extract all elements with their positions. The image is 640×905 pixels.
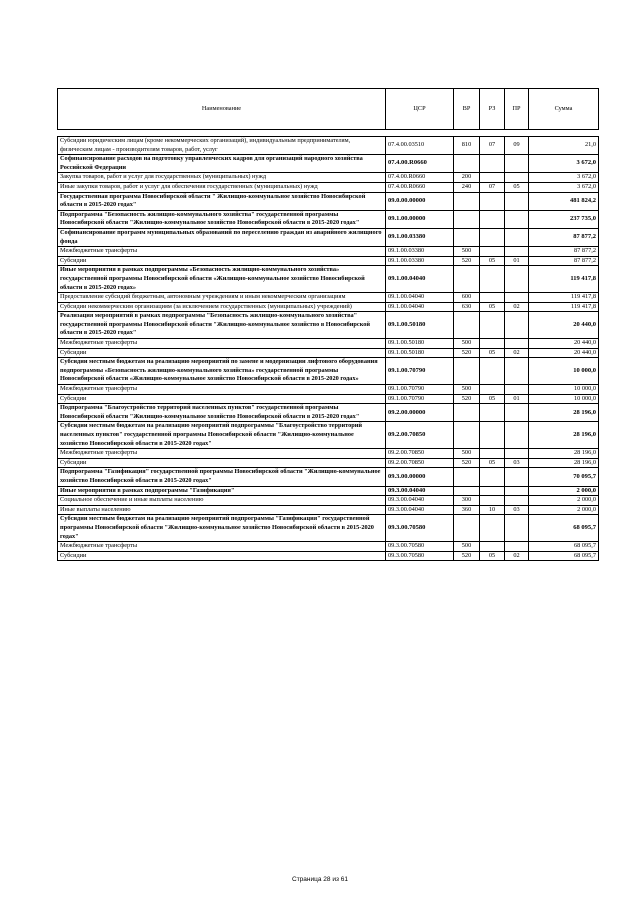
- cell-csr: 09.2.00.70850: [386, 449, 454, 459]
- cell-sum: 20 440,0: [529, 339, 599, 349]
- cell-sum: 28 196,0: [529, 458, 599, 468]
- cell-vr: 810: [454, 137, 480, 155]
- table-row: [58, 394, 599, 404]
- table-row: [58, 385, 599, 395]
- cell-pr: 03: [505, 505, 529, 515]
- table-row: [58, 486, 599, 496]
- cell-vr: [454, 266, 480, 293]
- cell-rz: 05: [480, 256, 505, 266]
- cell-pr: [505, 542, 529, 552]
- cell-sum: 119 417,8: [529, 302, 599, 312]
- cell-csr: 09.1.00.04040: [386, 293, 454, 303]
- cell-csr: 09.3.00.70580: [386, 542, 454, 552]
- cell-sum: 3 672,0: [529, 173, 599, 183]
- table-row: [58, 422, 599, 449]
- header-sum: Сумма: [529, 89, 599, 130]
- table-header-row: [58, 89, 599, 130]
- cell-vr: [454, 228, 480, 246]
- table-row: [58, 449, 599, 459]
- cell-vr: 520: [454, 348, 480, 358]
- cell-csr: 09.1.00.03380: [386, 247, 454, 257]
- cell-name: Субсидии: [58, 256, 386, 266]
- cell-name: Межбюджетные трансферты: [58, 542, 386, 552]
- cell-sum: 28 196,0: [529, 422, 599, 449]
- table-row: [58, 137, 599, 155]
- cell-rz: 05: [480, 551, 505, 561]
- cell-rz: [480, 422, 505, 449]
- cell-pr: [505, 486, 529, 496]
- cell-pr: [505, 404, 529, 422]
- cell-csr: 09.3.00.04040: [386, 505, 454, 515]
- cell-vr: [454, 404, 480, 422]
- cell-vr: 500: [454, 247, 480, 257]
- table-row: [58, 496, 599, 506]
- cell-name: Реализация мероприятий в рамках подпрограммы "Безопасность жилищно-коммунального хозяйства" государственной программы Новосибирской области "Жилищно-коммунальное хозяйство в Новосибирской области в 2015-2020 годах": [58, 312, 386, 339]
- table-row: [58, 358, 599, 385]
- header-rz: РЗ: [480, 89, 505, 130]
- cell-vr: 600: [454, 293, 480, 303]
- cell-name: Субсидии: [58, 551, 386, 561]
- cell-name: Государственная программа Новосибирской области " Жилищно-коммунальное хозяйство Новосибирской области в 2015-2020 годах": [58, 192, 386, 210]
- cell-csr: 09.1.00.04040: [386, 266, 454, 293]
- cell-rz: [480, 228, 505, 246]
- cell-rz: [480, 155, 505, 173]
- cell-rz: [480, 192, 505, 210]
- cell-vr: 500: [454, 449, 480, 459]
- cell-rz: [480, 385, 505, 395]
- cell-name: Софинансирование расходов на подготовку управленческих кадров для организаций народного хозяйства Российской Федерации: [58, 155, 386, 173]
- cell-sum: 87 877,2: [529, 247, 599, 257]
- cell-rz: [480, 210, 505, 228]
- cell-name: Субсидии: [58, 394, 386, 404]
- cell-pr: [505, 449, 529, 459]
- cell-name: Межбюджетные трансферты: [58, 449, 386, 459]
- table-row: [58, 293, 599, 303]
- header-vr: ВР: [454, 89, 480, 130]
- cell-name: Иные мероприятия в рамках подпрограммы «Безопасность жилищно-коммунального хозяйства» государственной программы Новосибирской области «Жилищно-коммунальное хозяйство Новосибирской области в 2015-2020 годах»: [58, 266, 386, 293]
- cell-vr: [454, 192, 480, 210]
- cell-csr: 07.4.00.R0660: [386, 182, 454, 192]
- cell-name: Социальное обеспечение и иные выплаты населению: [58, 496, 386, 506]
- cell-rz: 07: [480, 137, 505, 155]
- table-row: [58, 192, 599, 210]
- cell-csr: 09.1.00.50180: [386, 339, 454, 349]
- cell-pr: [505, 496, 529, 506]
- cell-sum: 87 877,2: [529, 228, 599, 246]
- cell-name: Иные мероприятия в рамках подпрограммы "Газификация": [58, 486, 386, 496]
- cell-vr: 300: [454, 496, 480, 506]
- header-name: Наименование: [58, 89, 386, 130]
- cell-csr: 09.1.00.03380: [386, 256, 454, 266]
- cell-vr: 500: [454, 339, 480, 349]
- cell-csr: 09.1.00.50180: [386, 312, 454, 339]
- cell-rz: [480, 468, 505, 486]
- table-row: [58, 468, 599, 486]
- cell-rz: [480, 542, 505, 552]
- cell-csr: 09.3.00.00000: [386, 468, 454, 486]
- cell-rz: [480, 266, 505, 293]
- cell-rz: 05: [480, 394, 505, 404]
- cell-pr: 02: [505, 302, 529, 312]
- cell-name: Субсидии некоммерческим организациям (за исключением государственных (муниципальных) учреждений): [58, 302, 386, 312]
- table-row: [58, 542, 599, 552]
- cell-pr: [505, 339, 529, 349]
- cell-rz: 07: [480, 182, 505, 192]
- table-row: [58, 266, 599, 293]
- cell-vr: [454, 155, 480, 173]
- cell-rz: [480, 404, 505, 422]
- cell-pr: [505, 515, 529, 542]
- cell-vr: 500: [454, 542, 480, 552]
- cell-rz: [480, 293, 505, 303]
- cell-sum: 10 000,0: [529, 385, 599, 395]
- cell-vr: 520: [454, 458, 480, 468]
- cell-csr: 09.1.00.04040: [386, 302, 454, 312]
- cell-sum: 28 196,0: [529, 449, 599, 459]
- cell-pr: [505, 247, 529, 257]
- cell-csr: 09.2.00.70850: [386, 422, 454, 449]
- cell-csr: 09.1.00.00000: [386, 210, 454, 228]
- cell-sum: 20 440,0: [529, 348, 599, 358]
- table-row: [58, 404, 599, 422]
- cell-name: Субсидии местным бюджетам на реализацию мероприятий по замене и модернизации лифтового оборудования подпрограммы «Безопасность жилищно-коммунального хозяйства» государственной программы Новосибирской области «Жилищно-коммунальное хозяйство Новосибирской области в 2015-2020 годах»: [58, 358, 386, 385]
- cell-sum: 481 824,2: [529, 192, 599, 210]
- cell-vr: 520: [454, 256, 480, 266]
- cell-pr: 01: [505, 256, 529, 266]
- cell-pr: [505, 192, 529, 210]
- cell-sum: 2 000,0: [529, 486, 599, 496]
- budget-table: [57, 88, 599, 561]
- table-row: [58, 551, 599, 561]
- cell-sum: 237 735,0: [529, 210, 599, 228]
- cell-vr: 520: [454, 551, 480, 561]
- cell-pr: 09: [505, 137, 529, 155]
- cell-csr: 09.3.00.04040: [386, 486, 454, 496]
- cell-rz: [480, 358, 505, 385]
- cell-pr: [505, 266, 529, 293]
- cell-sum: 28 196,0: [529, 404, 599, 422]
- table-row: [58, 312, 599, 339]
- cell-sum: 68 095,7: [529, 551, 599, 561]
- cell-csr: 09.3.00.70580: [386, 515, 454, 542]
- cell-sum: 2 000,0: [529, 496, 599, 506]
- cell-rz: 05: [480, 458, 505, 468]
- cell-pr: 02: [505, 348, 529, 358]
- cell-sum: 21,0: [529, 137, 599, 155]
- cell-pr: [505, 422, 529, 449]
- cell-csr: 09.1.00.50180: [386, 348, 454, 358]
- table-row: [58, 505, 599, 515]
- cell-csr: 09.1.00.70790: [386, 358, 454, 385]
- cell-sum: 2 000,0: [529, 505, 599, 515]
- cell-name: Субсидии: [58, 348, 386, 358]
- cell-pr: [505, 173, 529, 183]
- cell-rz: [480, 339, 505, 349]
- cell-sum: 10 000,0: [529, 358, 599, 385]
- cell-vr: 630: [454, 302, 480, 312]
- cell-pr: [505, 468, 529, 486]
- cell-vr: [454, 210, 480, 228]
- cell-rz: [480, 449, 505, 459]
- cell-rz: [480, 486, 505, 496]
- table-row: [58, 339, 599, 349]
- cell-pr: [505, 358, 529, 385]
- cell-pr: 03: [505, 458, 529, 468]
- cell-sum: 70 095,7: [529, 468, 599, 486]
- cell-pr: [505, 293, 529, 303]
- cell-csr: 07.4.00.03510: [386, 137, 454, 155]
- table-body: [58, 137, 599, 561]
- cell-name: Субсидии местным бюджетам на реализацию мероприятий подпрограммы "Газификация" государственной программы Новосибирской области "Жилищно-коммунальное хозяйство Новосибирской области в 2015-2020 годах": [58, 515, 386, 542]
- cell-pr: [505, 228, 529, 246]
- cell-pr: 01: [505, 394, 529, 404]
- cell-csr: 09.1.00.03380: [386, 228, 454, 246]
- page-number: Страница 28 из 61: [292, 876, 348, 883]
- cell-name: Межбюджетные трансферты: [58, 385, 386, 395]
- cell-pr: 05: [505, 182, 529, 192]
- cell-rz: [480, 173, 505, 183]
- cell-name: Субсидии местным бюджетам на реализацию мероприятий подпрограммы "Благоустройство территорий населенных пунктов" государственной программы Новосибирской области "Жилищно-коммунальное хозяйство Новосибирской области в 2015-2020 годах": [58, 422, 386, 449]
- cell-vr: [454, 312, 480, 339]
- cell-csr: 09.1.00.70790: [386, 385, 454, 395]
- cell-name: Подпрограмма "Безопасность жилищно-коммунального хозяйства" государственной программы Новосибирской области "Жилищно-коммунальное хозяйство Новосибирской области в 2015-2020 годах": [58, 210, 386, 228]
- cell-name: Софинансирование программ муниципальных образований по переселению граждан из аварийного жилищного фонда: [58, 228, 386, 246]
- table-row: [58, 210, 599, 228]
- cell-name: Межбюджетные трансферты: [58, 247, 386, 257]
- cell-vr: [454, 515, 480, 542]
- cell-sum: 10 000,0: [529, 394, 599, 404]
- cell-name: Межбюджетные трансферты: [58, 339, 386, 349]
- cell-csr: 09.2.00.00000: [386, 404, 454, 422]
- cell-sum: 68 095,7: [529, 515, 599, 542]
- cell-csr: 09.3.00.04040: [386, 496, 454, 506]
- cell-sum: 119 417,8: [529, 293, 599, 303]
- cell-pr: [505, 210, 529, 228]
- cell-csr: 09.3.00.70580: [386, 551, 454, 561]
- cell-name: Подпрограмма "Газификация" государственной программы Новосибирской области "Жилищно-коммунальное хозяйство Новосибирской области в 2015-2020 годах": [58, 468, 386, 486]
- cell-sum: 119 417,8: [529, 266, 599, 293]
- cell-vr: 200: [454, 173, 480, 183]
- cell-csr: 09.1.00.70790: [386, 394, 454, 404]
- cell-name: Подпрограмма "Благоустройство территорий населенных пунктов" государственной программы Новосибирской области "Жилищно-коммунальное хозяйство Новосибирской области в 2015-2020 годах": [58, 404, 386, 422]
- cell-vr: [454, 468, 480, 486]
- cell-name: Предоставление субсидий бюджетным, автономным учреждениям и иным некоммерческим организациям: [58, 293, 386, 303]
- cell-vr: 500: [454, 385, 480, 395]
- header-pr: ПР: [505, 89, 529, 130]
- table-row: [58, 155, 599, 173]
- cell-vr: 240: [454, 182, 480, 192]
- table-row: [58, 173, 599, 183]
- cell-name: Иные закупки товаров, работ и услуг для обеспечения государственных (муниципальных) нужд: [58, 182, 386, 192]
- header-csr: ЦСР: [386, 89, 454, 130]
- table-row: [58, 247, 599, 257]
- table-row: [58, 302, 599, 312]
- cell-pr: [505, 312, 529, 339]
- table-row: [58, 256, 599, 266]
- cell-sum: 3 672,0: [529, 182, 599, 192]
- cell-vr: 520: [454, 394, 480, 404]
- cell-rz: 10: [480, 505, 505, 515]
- cell-csr: 07.4.00.R0660: [386, 155, 454, 173]
- cell-name: Субсидии юридическим лицам (кроме некоммерческих организаций), индивидуальным предпринимателям, физическим лицам - производителям товаров, работ, услуг: [58, 137, 386, 155]
- cell-pr: [505, 385, 529, 395]
- cell-vr: 360: [454, 505, 480, 515]
- cell-name: Субсидии: [58, 458, 386, 468]
- cell-rz: 05: [480, 348, 505, 358]
- cell-pr: 02: [505, 551, 529, 561]
- cell-pr: [505, 155, 529, 173]
- cell-csr: 09.2.00.70850: [386, 458, 454, 468]
- cell-vr: [454, 486, 480, 496]
- cell-rz: [480, 247, 505, 257]
- table-row: [58, 515, 599, 542]
- cell-rz: [480, 496, 505, 506]
- cell-sum: 3 672,0: [529, 155, 599, 173]
- table-row: [58, 182, 599, 192]
- table-row: [58, 228, 599, 246]
- cell-rz: [480, 515, 505, 542]
- cell-vr: [454, 422, 480, 449]
- table-row: [58, 458, 599, 468]
- cell-csr: 09.0.00.00000: [386, 192, 454, 210]
- cell-sum: 68 095,7: [529, 542, 599, 552]
- table-row: [58, 348, 599, 358]
- cell-name: Иные выплаты населению: [58, 505, 386, 515]
- cell-rz: 05: [480, 302, 505, 312]
- cell-csr: 07.4.00.R0660: [386, 173, 454, 183]
- cell-rz: [480, 312, 505, 339]
- cell-sum: 87 877,2: [529, 256, 599, 266]
- cell-vr: [454, 358, 480, 385]
- cell-sum: 20 440,0: [529, 312, 599, 339]
- cell-name: Закупка товаров, работ и услуг для государственных (муниципальных) нужд: [58, 173, 386, 183]
